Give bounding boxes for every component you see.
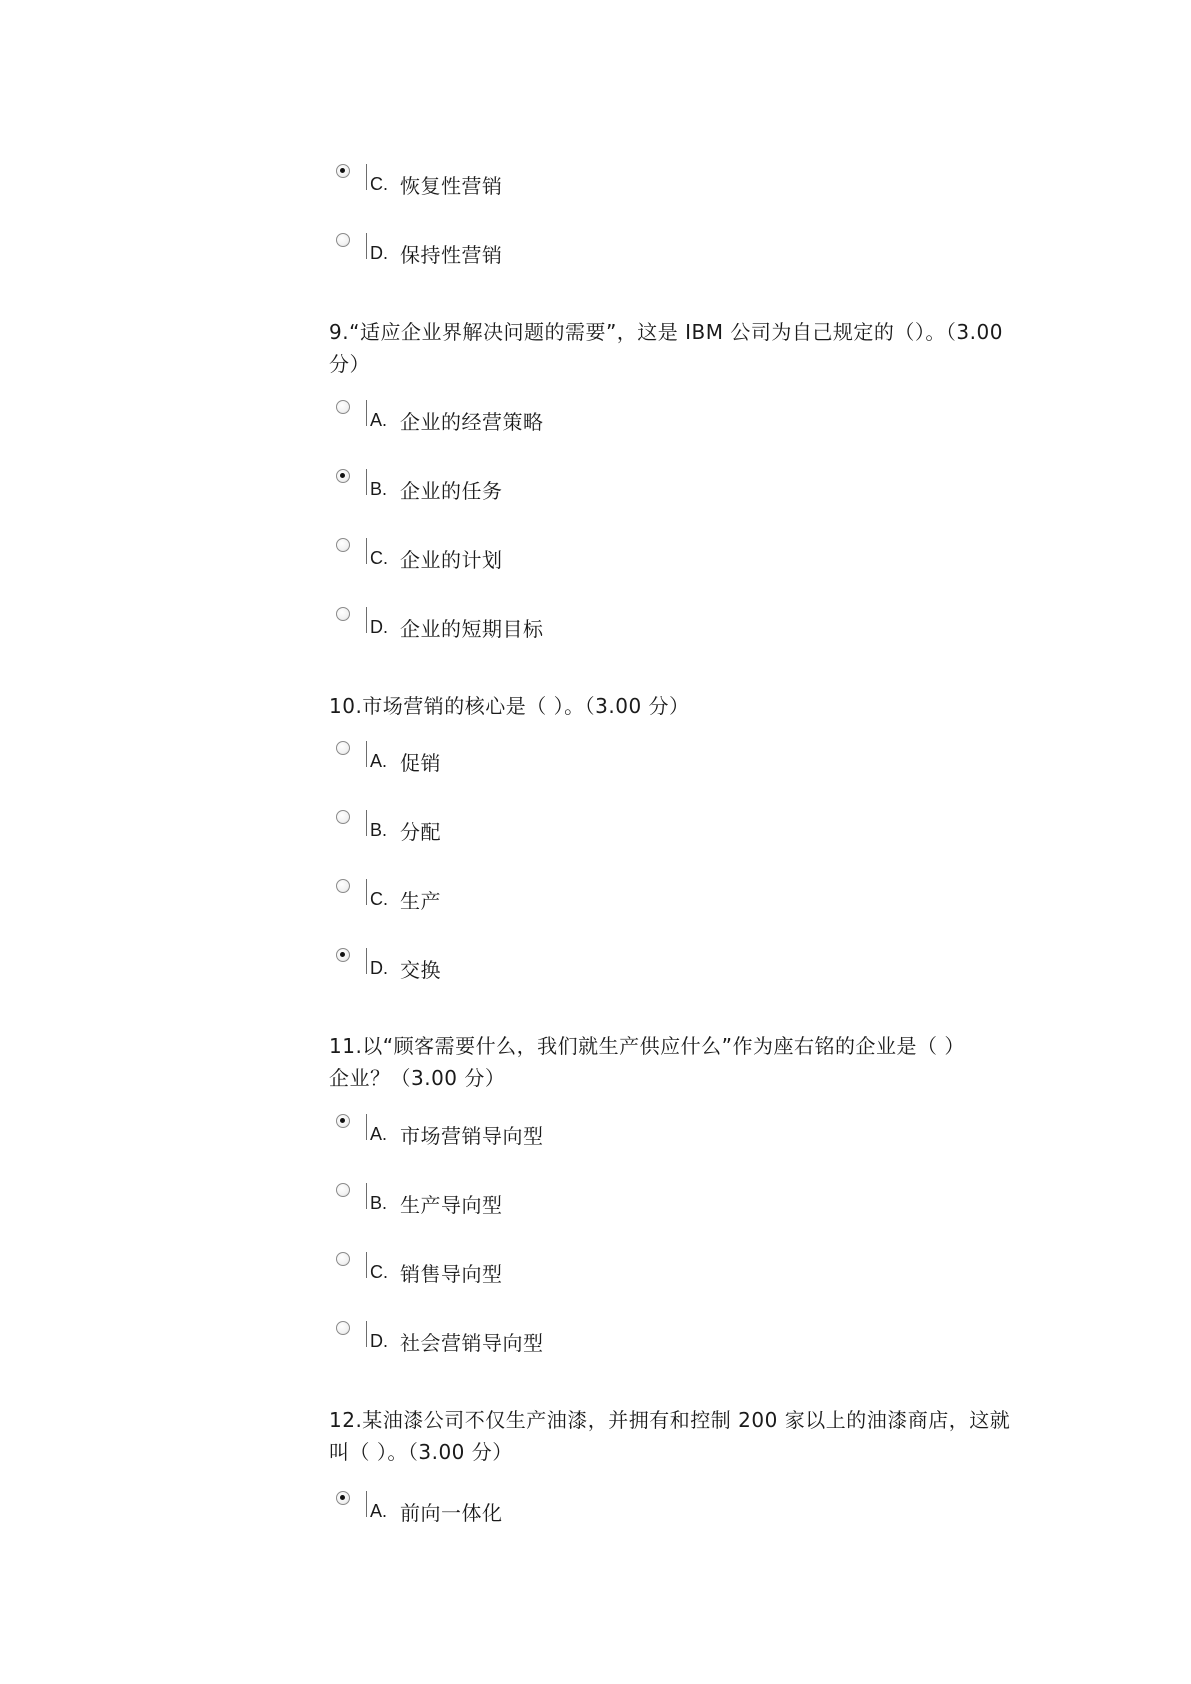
option-letter: C.: [370, 548, 388, 568]
option-label: 社会营销导向型: [400, 1331, 544, 1355]
divider: [366, 1491, 367, 1517]
option-12-a[interactable]: [336, 1491, 936, 1525]
radio-button-icon[interactable]: [336, 1491, 350, 1505]
divider: [366, 233, 367, 259]
option-8-c[interactable]: [336, 164, 936, 198]
option-label: 保持性营销: [400, 243, 503, 267]
radio-button-icon[interactable]: [336, 469, 350, 483]
question-line: 12.某油漆公司不仅生产油漆，并拥有和控制 200 家以上的油漆商店，这就: [329, 1408, 1011, 1432]
divider: [366, 164, 367, 190]
option-9-b[interactable]: [336, 469, 936, 503]
option-letter: B.: [370, 1193, 388, 1213]
question-12-text: [329, 1404, 1029, 1468]
divider: [366, 607, 367, 633]
option-10-b[interactable]: [336, 810, 936, 844]
option-label: 企业的经营策略: [400, 410, 544, 434]
divider: [366, 810, 367, 836]
radio-button-icon[interactable]: [336, 233, 350, 247]
option-label: 企业的计划: [400, 548, 503, 572]
option-letter: A.: [370, 410, 388, 430]
divider: [366, 879, 367, 905]
question-11-text: [329, 1030, 1029, 1094]
question-line: 企业？（3.00 分）: [329, 1066, 506, 1090]
option-11-c[interactable]: [336, 1252, 936, 1286]
radio-button-icon[interactable]: [336, 607, 350, 621]
option-label: 市场营销导向型: [400, 1124, 544, 1148]
option-letter: B.: [370, 479, 388, 499]
option-label: 销售导向型: [400, 1262, 503, 1286]
option-11-a[interactable]: [336, 1114, 936, 1148]
option-letter: C.: [370, 889, 388, 909]
question-line: 10.市场营销的核心是（ ）。（3.00 分）: [329, 694, 690, 718]
option-label: 生产导向型: [400, 1193, 503, 1217]
radio-button-icon[interactable]: [336, 164, 350, 178]
option-letter: C.: [370, 174, 388, 194]
option-label: 交换: [400, 958, 441, 982]
option-label: 企业的任务: [400, 479, 503, 503]
option-letter: D.: [370, 617, 388, 637]
divider: [366, 1114, 367, 1140]
option-9-c[interactable]: [336, 538, 936, 572]
radio-button-icon[interactable]: [336, 741, 350, 755]
radio-button-icon[interactable]: [336, 1321, 350, 1335]
divider: [366, 948, 367, 974]
option-10-d[interactable]: [336, 948, 936, 982]
radio-button-icon[interactable]: [336, 879, 350, 893]
radio-button-icon[interactable]: [336, 1252, 350, 1266]
divider: [366, 538, 367, 564]
option-label: 恢复性营销: [400, 174, 503, 198]
option-11-d[interactable]: [336, 1321, 936, 1355]
option-9-a[interactable]: [336, 400, 936, 434]
divider: [366, 1321, 367, 1347]
option-letter: D.: [370, 958, 388, 978]
radio-button-icon[interactable]: [336, 810, 350, 824]
radio-button-icon[interactable]: [336, 400, 350, 414]
option-letter: A.: [370, 1124, 388, 1144]
option-label: 促销: [400, 751, 441, 775]
radio-button-icon[interactable]: [336, 948, 350, 962]
question-line: 叫（ ）。（3.00 分）: [329, 1440, 513, 1464]
divider: [366, 1183, 367, 1209]
option-letter: D.: [370, 1331, 388, 1351]
option-letter: A.: [370, 1501, 388, 1521]
option-8-d[interactable]: [336, 233, 936, 267]
question-10-text: [329, 690, 1029, 722]
option-letter: B.: [370, 820, 388, 840]
option-label: 前向一体化: [400, 1501, 503, 1525]
option-9-d[interactable]: [336, 607, 936, 641]
option-letter: C.: [370, 1262, 388, 1282]
question-line: 9.“适应企业界解决问题的需要”，这是 IBM 公司为自己规定的（）。（3.00: [329, 320, 1003, 344]
radio-button-icon[interactable]: [336, 538, 350, 552]
option-10-a[interactable]: [336, 741, 936, 775]
question-9-text: [329, 316, 1029, 380]
option-label: 生产: [400, 889, 441, 913]
question-line: 分）: [329, 352, 370, 376]
question-line: 11.以“顾客需要什么，我们就生产供应什么”作为座右铭的企业是（ ）: [329, 1034, 965, 1058]
divider: [366, 741, 367, 767]
option-11-b[interactable]: [336, 1183, 936, 1217]
option-label: 企业的短期目标: [400, 617, 544, 641]
divider: [366, 1252, 367, 1278]
divider: [366, 400, 367, 426]
radio-button-icon[interactable]: [336, 1183, 350, 1197]
option-letter: D.: [370, 243, 388, 263]
option-label: 分配: [400, 820, 441, 844]
divider: [366, 469, 367, 495]
radio-button-icon[interactable]: [336, 1114, 350, 1128]
option-10-c[interactable]: [336, 879, 936, 913]
option-letter: A.: [370, 751, 388, 771]
